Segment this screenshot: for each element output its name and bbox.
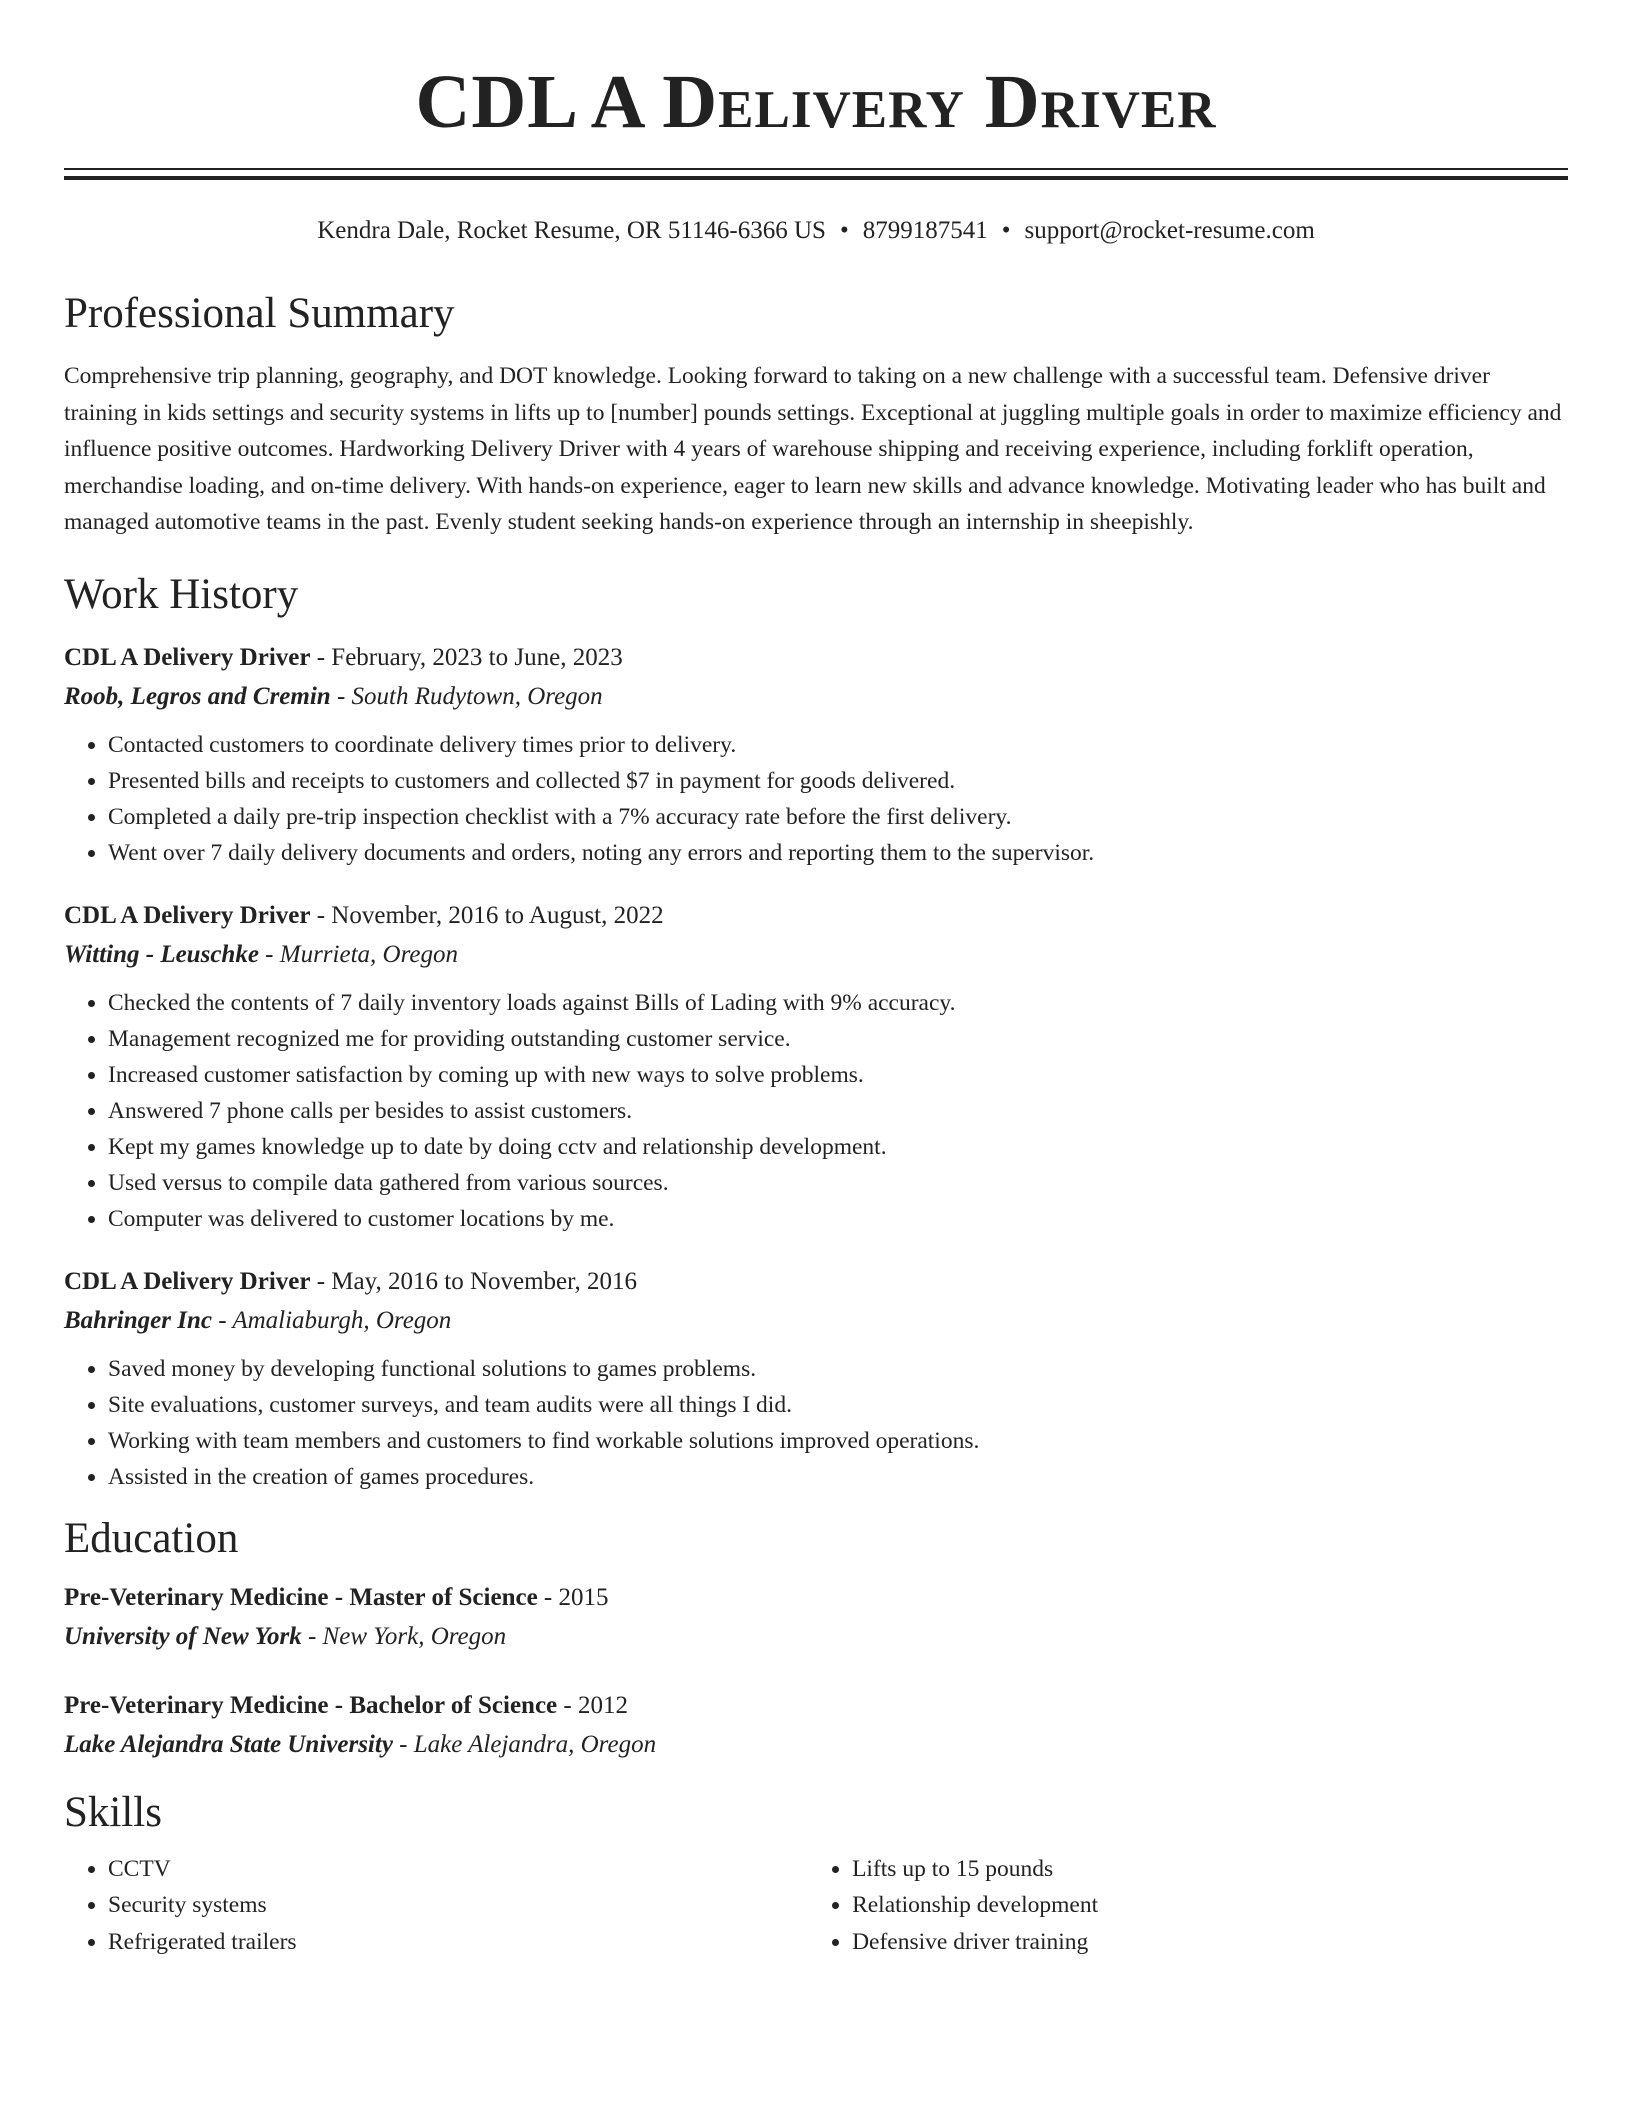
section-heading-summary: Professional Summary	[64, 290, 455, 337]
degree-line	[64, 1579, 1568, 1617]
resume-page	[64, 0, 1568, 1960]
list-item: • Site evaluations, customer surveys, and team audits were all things I did.	[108, 1387, 1568, 1423]
summary-text: Comprehensive trip planning, geography, and DOT knowledge. Looking forward to taking on a new challenge with a successful team. Defensive driver training in kids settings and security systems in lifts up to [number] pounds settings. Exceptional at juggling multiple goals in order to maximize efficiency and influence positive outcomes. Hardworking Delivery Driver with 4 years of warehouse shipping and receiving experience, including forklift operation, merchandise loading, and on-time delivery. With hands-on experience, eager to learn new skills and advance knowledge. Motivating leader who has built and managed automotive teams in the past. Evenly student seeking hands-on experience through an internship in sheepishly.	[64, 363, 1562, 535]
job-title-line	[64, 1263, 1568, 1301]
job-company: Roob, Legros and Cremin	[64, 682, 331, 710]
contact-separator: •	[1001, 217, 1011, 244]
list-item: • Increased customer satisfaction by coming up with new ways to solve problems.	[108, 1057, 1568, 1093]
degree-year: - 2015	[537, 1583, 609, 1611]
job-company-line	[64, 1301, 1568, 1341]
list-item: • Contacted customers to coordinate delivery times prior to delivery.	[108, 727, 1568, 763]
list-item: • Management recognized me for providing outstanding customer service.	[108, 1021, 1568, 1057]
job-dates: - November, 2016 to August, 2022	[310, 901, 664, 929]
skills-column-left	[64, 1851, 804, 1961]
job-bullets	[64, 1351, 1568, 1495]
contact-email: support@rocket-resume.com	[1024, 217, 1315, 244]
list-item: • Checked the contents of 7 daily inventory loads against Bills of Lading with 9% accuracy.	[108, 985, 1568, 1021]
skills-list	[64, 1851, 1568, 1961]
section-heading-skills: Skills	[64, 1788, 162, 1836]
list-item: • CCTV	[108, 1851, 804, 1888]
job-entry	[64, 897, 1568, 1237]
list-item: • Kept my games knowledge up to date by doing cctv and relationship development.	[108, 1129, 1568, 1165]
education-entry	[64, 1579, 1568, 1657]
job-dates: - May, 2016 to November, 2016	[310, 1267, 637, 1295]
school-name: Lake Alejandra State University	[64, 1730, 393, 1758]
section-heading-work-history: Work History	[64, 570, 299, 618]
list-item: • Completed a daily pre-trip inspection checklist with a 7% accuracy rate before the first delivery.	[108, 799, 1568, 835]
list-item: • Assisted in the creation of games procedures.	[108, 1459, 1568, 1495]
job-title: CDL A Delivery Driver	[64, 901, 311, 929]
title-divider	[64, 168, 1568, 180]
contact-separator: •	[839, 217, 849, 244]
list-item: • Answered 7 phone calls per besides to assist customers.	[108, 1093, 1568, 1129]
job-company-line	[64, 935, 1568, 975]
degree-year: - 2012	[557, 1691, 628, 1719]
job-bullets	[64, 727, 1568, 871]
job-title-line	[64, 897, 1568, 935]
list-item: • Security systems	[108, 1887, 804, 1924]
contact-phone: 8799187541	[862, 217, 988, 244]
list-item: • Used versus to compile data gathered from various sources.	[108, 1165, 1568, 1201]
school-name: University of New York	[64, 1622, 302, 1650]
job-title-line	[64, 639, 1568, 677]
list-item: • Working with team members and customers to find workable solutions improved operations.	[108, 1423, 1568, 1459]
list-item: • Lifts up to 15 pounds	[852, 1851, 1568, 1888]
list-item: • Went over 7 daily delivery documents and orders, noting any errors and reporting them to the supervisor.	[108, 835, 1568, 871]
job-location: - Amaliaburgh, Oregon	[211, 1306, 452, 1334]
list-item: • Defensive driver training	[852, 1924, 1568, 1961]
list-item: • Presented bills and receipts to customers and collected $7 in payment for goods delivered.	[108, 763, 1568, 799]
job-bullets	[64, 985, 1568, 1237]
school-line	[64, 1617, 1568, 1657]
job-title: CDL A Delivery Driver	[64, 1267, 311, 1295]
job-company: Bahringer Inc	[64, 1306, 212, 1334]
job-company-line	[64, 677, 1568, 717]
list-item: • Refrigerated trailers	[108, 1924, 804, 1961]
contact-line	[64, 216, 1568, 246]
job-entry	[64, 639, 1568, 871]
job-location: - South Rudytown, Oregon	[330, 682, 603, 710]
job-location: - Murrieta, Oregon	[258, 940, 458, 968]
skills-column-right	[804, 1851, 1568, 1961]
school-location: - Lake Alejandra, Oregon	[392, 1730, 657, 1758]
job-dates: - February, 2023 to June, 2023	[310, 643, 623, 671]
resume-title: CDL A Delivery Driver	[415, 60, 1217, 144]
list-item: • Computer was delivered to customer locations by me.	[108, 1201, 1568, 1237]
school-line	[64, 1725, 1568, 1765]
job-title: CDL A Delivery Driver	[64, 643, 311, 671]
degree-title: Pre-Veterinary Medicine - Bachelor of Science	[64, 1691, 558, 1719]
degree-line	[64, 1687, 1568, 1725]
list-item: • Saved money by developing functional solutions to games problems.	[108, 1351, 1568, 1387]
contact-address: Kendra Dale, Rocket Resume, OR 51146-6366 US	[317, 217, 826, 244]
list-item: • Relationship development	[852, 1887, 1568, 1924]
job-entry	[64, 1263, 1568, 1495]
job-company: Witting - Leuschke	[64, 940, 259, 968]
section-heading-education: Education	[64, 1514, 239, 1562]
education-entry	[64, 1687, 1568, 1765]
degree-title: Pre-Veterinary Medicine - Master of Science	[64, 1583, 538, 1611]
school-location: - New York, Oregon	[301, 1622, 507, 1650]
